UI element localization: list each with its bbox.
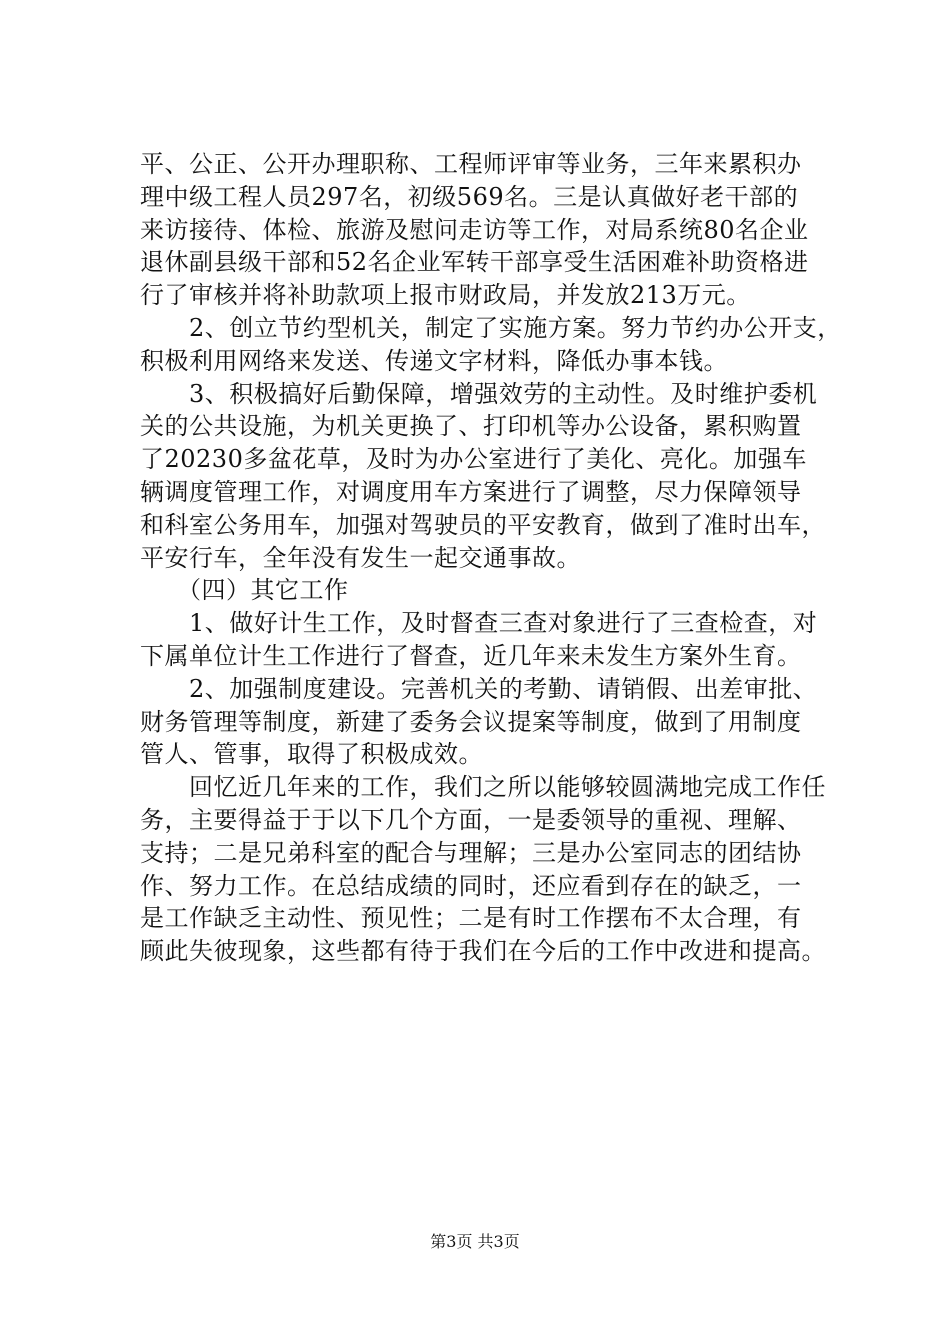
text-line: 退休副县级干部和52名企业军转干部享受生活困难补助资格进 bbox=[140, 248, 809, 277]
text-line: 2、创立节约型机关，制定了实施方案。努力节约办公开支， bbox=[140, 313, 842, 342]
text-line: 平、公正、公开办理职称、工程师评审等业务，三年来累积办 bbox=[140, 150, 802, 178]
text-line: 下属单位计生工作进行了督查，近几年来未发生方案外生育。 bbox=[140, 641, 802, 670]
text-line: 是工作缺乏主动性、预见性；二是有时工作摆布不太合理，有 bbox=[140, 904, 802, 933]
text-line: 回忆近几年来的工作，我们之所以能够较圆满地完成工作任 bbox=[140, 773, 826, 802]
text-line: 积极利用网络来发送、传递文字材料，降低办事本钱。 bbox=[140, 346, 728, 375]
text-line: 1、做好计生工作，及时督查三查对象进行了三查检查，对 bbox=[140, 609, 818, 638]
text-line: 理中级工程人员297名，初级569名。三是认真做好老干部的 bbox=[140, 182, 799, 211]
text-line: 2、加强制度建设。完善机关的考勤、请销假、出差审批、 bbox=[140, 674, 818, 703]
text-line: 关的公共设施，为机关更换了、打印机等办公设备，累积购置 bbox=[140, 412, 802, 441]
text-line: 来访接待、体检、旅游及慰问走访等工作，对局系统80名企业 bbox=[140, 215, 809, 244]
document-body bbox=[140, 148, 852, 968]
text-line: 务，主要得益于于以下几个方面，一是委领导的重视、理解、 bbox=[140, 805, 802, 834]
text-line: 顾此失彼现象，这些都有待于我们在今后的工作中改进和提高。 bbox=[140, 937, 826, 966]
text-line: 和科室公务用车，加强对驾驶员的平安教育，做到了准时出车， bbox=[140, 510, 826, 539]
text-line: 管人、管事，取得了积极成效。 bbox=[140, 740, 483, 769]
page-number-footer: 第3页 共3页 bbox=[430, 1232, 520, 1251]
text-line: 财务管理等制度，新建了委务会议提案等制度，做到了用制度 bbox=[140, 707, 802, 736]
section-heading: （四）其它工作 bbox=[140, 576, 349, 605]
text-line: 行了审核并将补助款项上报市财政局，并发放213万元。 bbox=[140, 281, 751, 310]
text-line: 了20230多盆花草，及时为办公室进行了美化、亮化。加强车 bbox=[140, 445, 807, 474]
text-line: 平安行车，全年没有发生一起交通事故。 bbox=[140, 543, 581, 572]
text-line: 支持；二是兄弟科室的配合与理解；三是办公室同志的团结协 bbox=[140, 838, 802, 867]
text-line: 3、积极搞好后勤保障，增强效劳的主动性。及时维护委机 bbox=[140, 379, 818, 408]
text-line: 辆调度管理工作，对调度用车方案进行了调整，尽力保障领导 bbox=[140, 477, 802, 506]
text-line: 作、努力工作。在总结成绩的同时，还应看到存在的缺乏，一 bbox=[140, 871, 802, 900]
